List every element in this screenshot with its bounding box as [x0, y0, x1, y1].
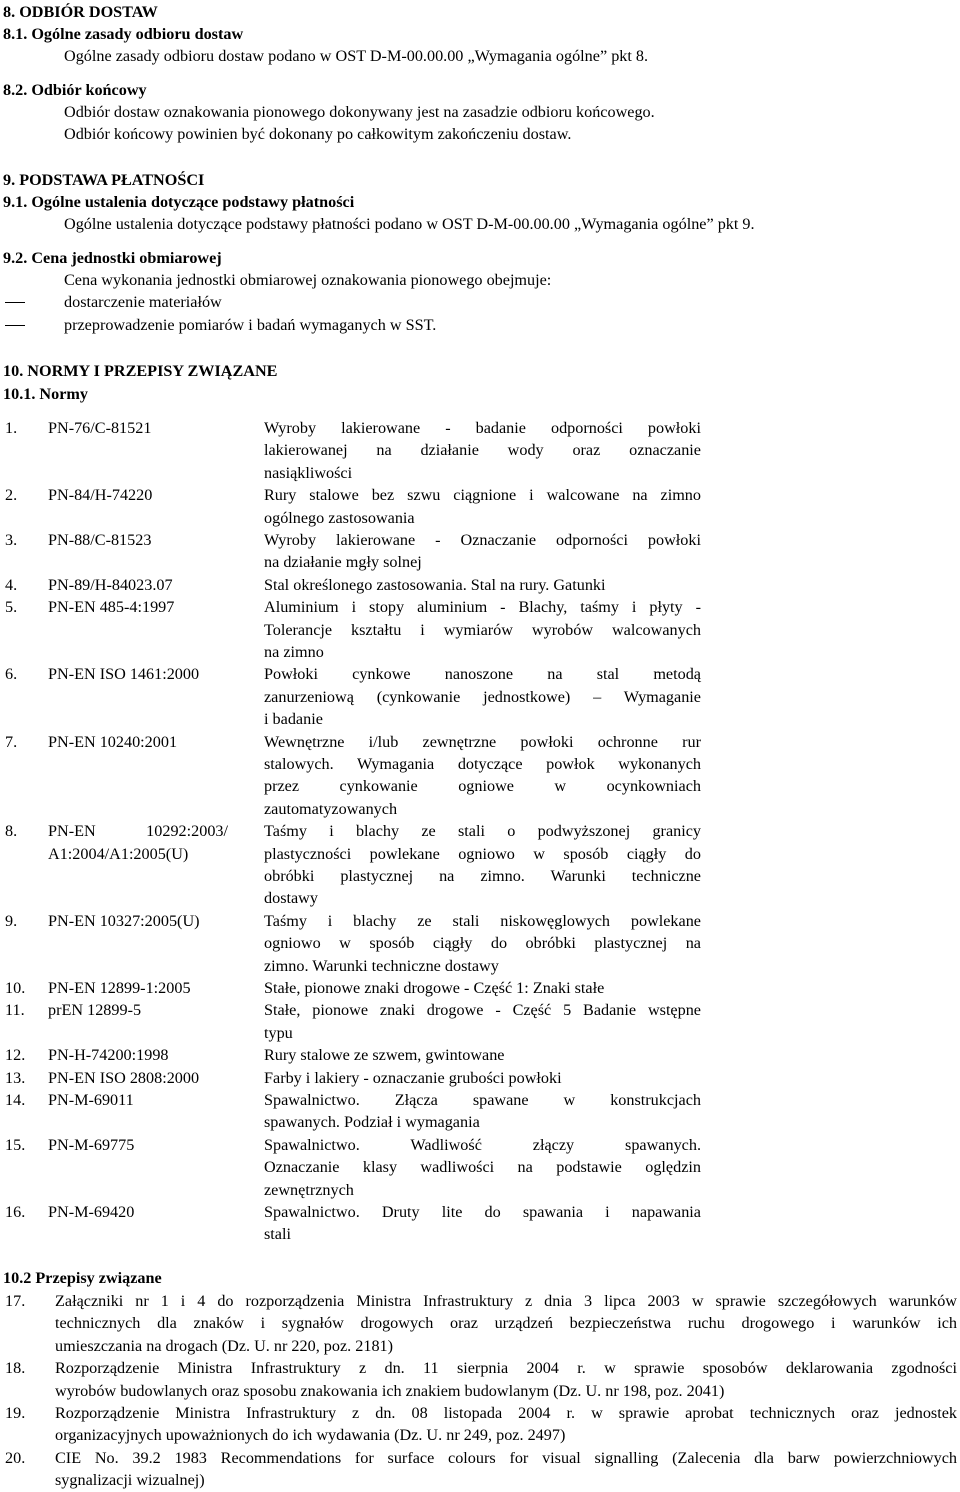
norm-description-line: Oznaczanie klasy wadliwości na podstawie oględzin	[264, 1158, 701, 1177]
section-8-1-text: Ogólne zasady odbioru dostaw podano w OST D-M-00.00.00 „Wymagania ogólne” pkt 8.	[64, 47, 649, 65]
regulation-text-line: Załączniki nr 1 i 4 do rozporządzenia Ministra Infrastruktury z dnia 3 lipca 2003 w sprawie szczegółowych warunków	[55, 1292, 957, 1310]
norm-row	[0, 731, 960, 821]
norm-description-line: na działanie mgły solnej	[264, 553, 422, 572]
norm-row	[0, 977, 960, 999]
norm-number: 7.	[5, 732, 18, 751]
norm-number: 8.	[5, 822, 18, 841]
norm-code	[48, 999, 228, 1021]
regulation-number: 18.	[5, 1359, 26, 1378]
section-8-1-heading: 8.1. Ogólne zasady odbioru dostaw	[3, 25, 244, 43]
norm-code-line: PN-H-74200:1998	[48, 1046, 169, 1065]
norm-description-line: Wewnętrzne i/lub zewnętrzne powłoki ochronne rur	[264, 732, 701, 751]
norm-row	[0, 417, 960, 484]
regulation-text-line: sygnalizacji wizualnej)	[55, 1471, 205, 1490]
regulation-text	[55, 1402, 957, 1447]
norm-description	[264, 1044, 701, 1066]
norm-row	[0, 1089, 960, 1134]
norm-code-line: PN-M-69420	[48, 1203, 135, 1221]
norm-description-line: Rury stalowe bez szwu ciągnione i walcowane na zimno	[264, 486, 701, 505]
norm-description-line: Rury stalowe ze szwem, gwintowane	[264, 1046, 505, 1065]
norm-code	[48, 910, 228, 932]
norm-code-line: PN-M-69011	[48, 1091, 134, 1109]
norm-row	[0, 1201, 960, 1246]
norm-description	[264, 484, 701, 529]
norm-number: 9.	[5, 911, 18, 930]
regulation-number: 20.	[5, 1448, 26, 1467]
section-8-heading: 8. ODBIÓR DOSTAW	[3, 3, 158, 21]
regulation-text-line: technicznych dla znaków i sygnałów drogowych oraz urządzeń bezpieczeństwa ruchu drogowego i warunków ich	[55, 1314, 957, 1333]
bullet-text: dostarczenie materiałów	[64, 293, 222, 311]
norm-description-line: na zimno	[264, 643, 324, 661]
norm-code-line: PN-M-69775	[48, 1135, 135, 1154]
dash-bullet-icon	[5, 325, 25, 326]
norm-code	[48, 820, 228, 865]
norm-description-line: Stałe, pionowe znaki drogowe - Część 1: Znaki stałe	[264, 979, 605, 997]
regulation-text	[55, 1447, 957, 1492]
norm-row	[0, 484, 960, 529]
norm-description-line: Wyroby lakierowane - Oznaczanie odporności powłoki	[264, 531, 701, 549]
norm-description-line: plastyczności powlekane ogniowo w sposób ciągły do	[264, 844, 701, 863]
norm-description-line: zanurzeniową (cynkowanie jednostkowe) – Wymaganie	[264, 687, 701, 706]
norm-row	[0, 910, 960, 977]
section-10-2-heading: 10.2 Przepisy związane	[3, 1269, 162, 1287]
norm-code-line: PN-76/C-81521	[48, 419, 152, 437]
norm-code	[48, 663, 228, 685]
norm-row	[0, 596, 960, 663]
norm-row	[0, 820, 960, 910]
norm-code	[48, 977, 228, 999]
norm-number: 1.	[5, 419, 18, 437]
norm-number: 5.	[5, 598, 18, 617]
norm-code	[48, 484, 228, 506]
norm-code	[48, 1044, 228, 1066]
regulation-text-line: CIE No. 39.2 1983 Recommendations for surface colours for visual signalling (Zalecenia dla barw powierzchniowych	[55, 1448, 957, 1467]
norm-row	[0, 574, 960, 596]
norm-description	[264, 663, 701, 730]
regulation-row	[0, 1447, 960, 1492]
norm-code	[48, 1089, 228, 1111]
norm-row	[0, 1044, 960, 1066]
section-9-heading: 9. PODSTAWA PŁATNOŚCI	[3, 171, 205, 189]
regulation-text-line: umieszczania na drogach (Dz. U. nr 220, poz. 2181)	[55, 1336, 394, 1355]
norm-code-line: PN-EN 10292:2003/	[48, 822, 228, 841]
norm-description-line: stali	[264, 1225, 291, 1244]
norm-code-line: PN-EN ISO 2808:2000	[48, 1068, 200, 1087]
norm-code	[48, 1201, 228, 1223]
norm-description-line: dostawy	[264, 889, 318, 908]
norm-description	[264, 1067, 701, 1089]
norm-number: 15.	[5, 1135, 26, 1154]
norm-description-line: Powłoki cynkowe nanoszone na stal metodą	[264, 665, 701, 684]
norm-description-line: przez cynkowanie ogniowe w ocynkowniach	[264, 777, 701, 796]
norm-number: 10.	[5, 979, 26, 997]
section-10-heading: 10. NORMY I PRZEPISY ZWIĄZANE	[3, 362, 278, 380]
regulation-text	[55, 1290, 957, 1357]
norm-description-line: nasiąkliwości	[264, 463, 353, 482]
norm-row	[0, 1067, 960, 1089]
norm-description-line: zautomatyzowanych	[264, 799, 398, 818]
section-9-2-heading: 9.2. Cena jednostki obmiarowej	[3, 249, 222, 267]
norm-number: 11.	[5, 1001, 25, 1020]
norm-code-line: PN-EN 12899-1:2005	[48, 979, 191, 997]
section-9-1-text: Ogólne ustalenia dotyczące podstawy płatności podano w OST D-M-00.00.00 „Wymagania ogólne” pkt 9.	[64, 215, 755, 233]
norm-code-line: PN-EN ISO 1461:2000	[48, 665, 200, 684]
norm-description-line: zimno. Warunki techniczne dostawy	[264, 956, 499, 975]
regulation-text	[55, 1357, 957, 1402]
bullet-item	[0, 291, 960, 313]
norm-description	[264, 999, 701, 1044]
norm-code-line: A1:2004/A1:2005(U)	[48, 844, 189, 863]
regulation-text-line: Rozporządzenie Ministra Infrastruktury z dn. 08 listopada 2004 r. w sprawie aprobat technicznych oraz jednostek	[55, 1404, 957, 1422]
norm-description-line: Wyroby lakierowane - badanie odporności powłoki	[264, 419, 701, 437]
section-8-2-heading: 8.2. Odbiór końcowy	[3, 81, 147, 99]
norm-description	[264, 910, 701, 977]
norm-description	[264, 977, 701, 999]
norm-description-line: spawanych. Podział i wymagania	[264, 1113, 480, 1132]
norm-code	[48, 731, 228, 753]
norm-number: 3.	[5, 531, 18, 549]
norm-description-line: Farby i lakiery - oznaczanie grubości powłoki	[264, 1068, 562, 1087]
regulation-number: 17.	[5, 1292, 26, 1310]
norm-code-line: PN-84/H-74220	[48, 486, 153, 505]
bullet-text: przeprowadzenie pomiarów i badań wymaganych w SST.	[64, 316, 437, 334]
section-10-1-heading: 10.1. Normy	[3, 385, 88, 403]
norm-row	[0, 663, 960, 730]
regulation-row	[0, 1357, 960, 1402]
norm-code	[48, 574, 228, 596]
norm-code-line: PN-EN 10240:2001	[48, 732, 178, 751]
norm-description-line: ogniowo w sposób ciągły do obróbki plastycznej na	[264, 934, 701, 953]
norm-code	[48, 1067, 228, 1089]
norm-description-line: zewnętrznych	[264, 1180, 354, 1199]
norm-description-line: Taśmy i blachy ze stali o podwyższonej granicy	[264, 822, 701, 841]
norm-description-line: Stałe, pionowe znaki drogowe - Część 5 Badanie wstępne	[264, 1001, 701, 1020]
norm-number: 12.	[5, 1046, 26, 1065]
norm-number: 6.	[5, 665, 18, 684]
section-9-2-text: Cena wykonania jednostki obmiarowej oznakowania pionowego obejmuje:	[64, 271, 552, 289]
regulation-text-line: wyrobów budowlanych oraz sposobu znakowania ich znakiem budowlanym (Dz. U. nr 198, poz. 2041)	[55, 1381, 725, 1400]
norm-code-line: PN-89/H-84023.07	[48, 575, 173, 594]
norm-number: 2.	[5, 486, 18, 505]
norm-description	[264, 731, 701, 821]
norm-row	[0, 1134, 960, 1201]
norm-description-line: ogólnego zastosowania	[264, 508, 415, 527]
norm-description-line: typu	[264, 1023, 293, 1042]
norm-description-line: Aluminium i stopy aluminium - Blachy, taśmy i płyty -	[264, 598, 701, 617]
norm-description	[264, 1134, 701, 1201]
norm-description-line: Spawalnictwo. Druty lite do spawania i napawania	[264, 1203, 701, 1221]
norm-description	[264, 574, 701, 596]
norm-code-line: PN-88/C-81523	[48, 531, 152, 549]
norm-number: 13.	[5, 1068, 26, 1087]
section-9-1-heading: 9.1. Ogólne ustalenia dotyczące podstawy płatności	[3, 193, 355, 211]
norm-description	[264, 1089, 701, 1134]
regulation-row	[0, 1402, 960, 1447]
norm-description	[264, 417, 701, 484]
bullet-item	[0, 314, 960, 336]
norm-description-line: Spawalnictwo. Wadliwość złączy spawanych.	[264, 1135, 701, 1154]
norm-code	[48, 529, 228, 551]
regulation-row	[0, 1290, 960, 1357]
norm-number: 14.	[5, 1091, 26, 1109]
norm-description-line: Spawalnictwo. Złącza spawane w konstrukcjach	[264, 1091, 701, 1109]
norm-description-line: lakierowanej na działanie wody oraz oznaczanie	[264, 441, 701, 460]
norm-code-line: PN-EN 485-4:1997	[48, 598, 175, 617]
norm-description-line: obróbki plastycznej na zimno. Warunki techniczne	[264, 867, 701, 885]
norm-description-line: stalowych. Wymagania dotyczące powłok wykonanych	[264, 755, 701, 773]
norm-row	[0, 529, 960, 574]
norm-code	[48, 596, 228, 618]
regulation-number: 19.	[5, 1404, 26, 1422]
norm-number: 16.	[5, 1203, 26, 1221]
norm-description-line: Stal określonego zastosowania. Stal na rury. Gatunki	[264, 575, 606, 594]
norm-description	[264, 529, 701, 574]
norm-row	[0, 999, 960, 1044]
norm-description	[264, 596, 701, 663]
norm-description-line: Tolerancje kształtu i wymiarów wyrobów walcowanych	[264, 620, 701, 639]
norm-description	[264, 1201, 701, 1246]
norm-description-line: i badanie	[264, 710, 323, 729]
section-8-2-line-1: Odbiór dostaw oznakowania pionowego dokonywany jest na zasadzie odbioru końcowego.	[64, 103, 655, 121]
regulation-text-line: organizacyjnych upoważnionych do ich wydawania (Dz. U. nr 249, poz. 2497)	[55, 1426, 566, 1445]
norm-code	[48, 417, 228, 439]
norm-description-line: Taśmy i blachy ze stali niskowęglowych powlekane	[264, 911, 701, 930]
norm-code-line: PN-EN 10327:2005(U)	[48, 911, 200, 930]
regulation-text-line: Rozporządzenie Ministra Infrastruktury z dn. 11 sierpnia 2004 r. w sprawie sposobów deklarowania zgodności	[55, 1359, 957, 1378]
section-8-2-line-2: Odbiór końcowy powinien być dokonany po całkowitym zakończeniu dostaw.	[64, 125, 572, 143]
norm-number: 4.	[5, 575, 18, 594]
norm-code	[48, 1134, 228, 1156]
norm-code-line: prEN 12899-5	[48, 1001, 142, 1020]
dash-bullet-icon	[5, 302, 25, 303]
norm-description	[264, 820, 701, 910]
